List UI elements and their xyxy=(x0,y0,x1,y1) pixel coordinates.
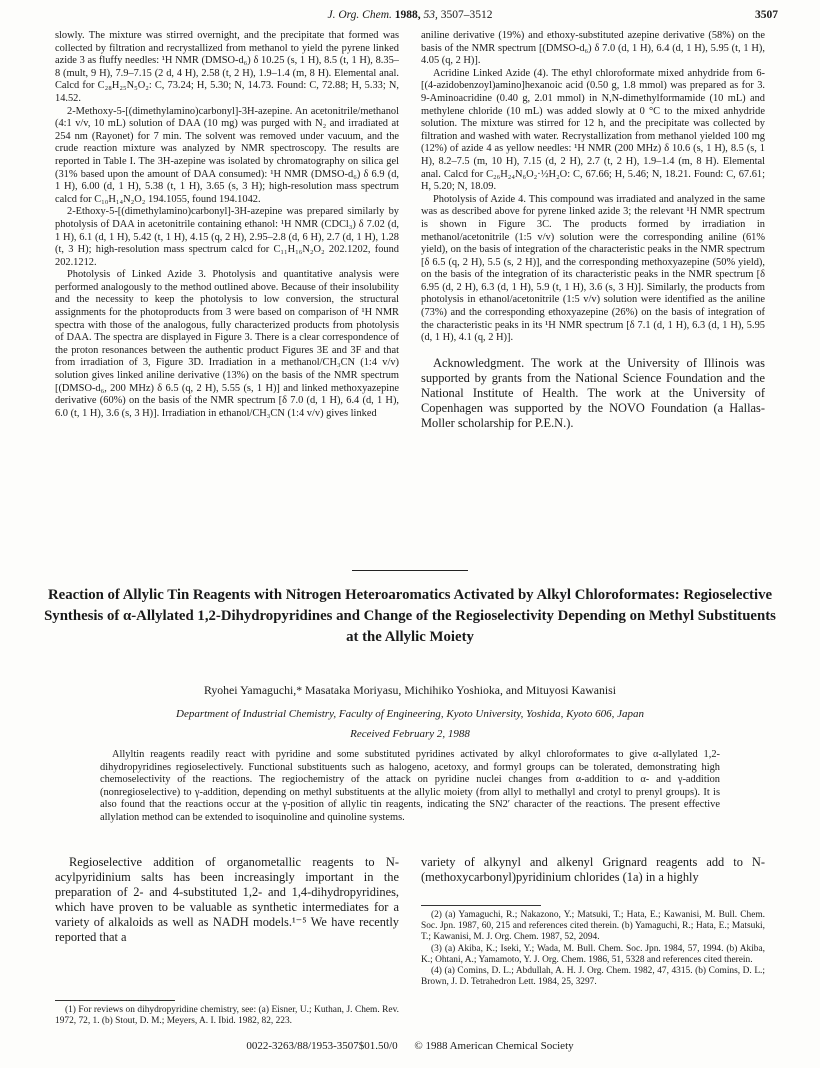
experimental-right-column xyxy=(421,30,765,526)
page-footer xyxy=(0,1040,820,1052)
paragraph: Photolysis of Linked Azide 3. Photolysis and quantitative analysis were performed analogously to the method outlined above. Because of their insolubility and the necessity to keep the photolysis to low conversion, the structural assignments for the photoproducts from 3 were based on comparison of ¹H NMR spectra with those of the analogous, fully characterized products from photolysis of DAA. The spectra are displayed in Figure 3. There is a clear correspondence of the proton resonances between the authentic product Figures 3E and 3F and that from irradiation of 3, Figure 3D. Irradiation in a methanol/CH₃CN (1:4 v/v) solution gives linked aniline derivative (13%) on the basis of the NMR spectrum [(DMSO-d₆, 200 MHz) δ 6.5 (q, 2 H), 5.55 (s, 1 H)] and linked methoxyazepine derivative (60%) on the basis of the NMR spectrum [δ 7.0 (d, 1 H), 6.4 (d, 1 H), 6.0 (t, 1 H), 3.6 (s, 3 H)]. Irradiation in ethanol/CH₃CN (1:4 v/v) gives linked xyxy=(55,269,399,419)
article-title: Reaction of Allylic Tin Reagents with Nitrogen Heteroaromatics Activated by Alkyl Chloroformates: Regioselective Synthesis of α-Allylated 1,2-Dihydropyridines and Change of the Regioselectivity Depending on Methyl Substituents at the Allylic Moiety xyxy=(44,587,776,645)
paragraph: 2-Methoxy-5-[(dimethylamino)carbonyl]-3H-azepine. An acetonitrile/methanol (4:1 v/v, 10 mL) solution of DAA (10 mg) was purged with N₂ and irradiated at 254 nm (Rayonet) for 7 min. The solvent was removed under vacuum, and the crude reaction mixture was analyzed by NMR spectroscopy. The results are reported in Table I. The 3H-azepine was isolated by chromatography on silica gel (31% based upon the amount of DAA consumed): ¹H NMR (DMSO-d₆) δ 6.9 (d, 1 H), 6.00 (d, 1 H), 5.38 (t, 1 H), 3.65 (s, 3 H); high-resolution mass spectrum calcd for C₁₀H₁₄N₂O₂ 194.1055, found 194.1042. xyxy=(55,105,399,205)
author-affiliation: Department of Industrial Chemistry, Faculty of Engineering, Kyoto University, Yoshida, Kyoto 606, Japan xyxy=(176,708,644,720)
journal-volume: 53, xyxy=(423,9,438,21)
journal-name: J. Org. Chem. xyxy=(327,9,392,21)
paragraph: Acridine Linked Azide (4). The ethyl chloroformate mixed anhydride from 6-[(4-azidobenzoyl)amino]hexanoic acid (0.50 g, 1.8 mmol) was prepared as for 3. 9-Aminoacridine (0.40 g, 2.01 mmol) in N,N-dimethylformamide (10 mL) and methylene chloride (10 mL) was added slowly at 0 °C to the mixed anhydride solution. The mixture was stirred for 12 h, and the precipitate was collected by filtration and washed with water. Recrystallization from methanol yielded 100 mg (12%) of azide 4 as yellow needles: ¹H NMR (200 MHz) δ 10.6 (s, 1 H), 8.5 (s, 1 H), 8.2–7.5 (m, 10 H), 7.15 (d, 2 H), 2.7 (t, 2 H), 1.9–1.4 (m, 8 H). Elemental anal. Calcd for C₂₆H₂₄N₆O₂·½H₂O: C, 67.66; H, 5.46; N, 18.21. Found: C, 67.61; H, 5.20; N, 18.09. xyxy=(421,67,765,193)
abstract xyxy=(100,749,720,824)
article-authors: Ryohei Yamaguchi,* Masataka Moriyasu, Michihiko Yoshioka, and Mituyosi Kawanisi xyxy=(203,683,617,697)
copyright: © 1988 American Chemical Society xyxy=(414,1040,574,1052)
acknowledgment: Acknowledgment. The work at the University of Illinois was supported by grants from the National Science Foundation and the National Institute of Health. The work at the University of Copenhagen was supported by the NOVO Foundation (a Hallas-Moller scholarship for P.E.N.). xyxy=(421,355,765,430)
experimental-left-column xyxy=(55,30,399,526)
paragraph: variety of alkynyl and alkenyl Grignard reagents add to N-(methoxycarbonyl)pyridinium chlorides (1a) in a highly xyxy=(421,855,765,884)
footnotes-right xyxy=(421,910,765,988)
paragraph: Regioselective addition of organometallic reagents to N-acylpyridinium salts has been increasingly important in the preparation of 2- and 4-substituted 1,2- and 1,4-dihydropyridines, which have proven to be valuable as synthetic intermediates for a variety of alkaloids as well as NADH models.¹⁻⁵ We have recently reported that a xyxy=(55,855,399,944)
abstract-text: Allyltin reagents readily react with pyridine and some substituted pyridines activated by alkyl chloroformates to give α-allylated 1,2-dihydropyridines regioselectively. Functional substituents such as halogeno, acetoxy, and formyl groups can be tolerated, demonstrating high chemoselectivity of the reactions. The regiochemistry of the attack on pyridine nuclei changes from α-addition to α- and γ-addition (nonregioselective) to γ-addition, depending on methyl substituents at the allylic moiety (from allyl to methallyl and crotyl to prenyl groups). It is also found that the reactions occur at the γ-position of allylic tin reagents, indicating the SN2′ character of the reactions. The present effective allylation method can be extended to isoquinoline and quinoline systems. xyxy=(100,749,720,823)
footnote: (4) (a) Comins, D. L.; Abdullah, A. H. J. Org. Chem. 1982, 47, 4315. (b) Comins, D. L.; Brown, J. D. Tetrahedron Lett. 1984, 25, 3297. xyxy=(421,966,765,988)
body-left-column xyxy=(55,855,399,945)
paragraph: Photolysis of Azide 4. This compound was irradiated and analyzed in the same was as described above for pyrene linked azide 3; the relevant ¹H NMR spectrum is shown in Figure 3C. The products formed by irradiation in methanol/acetonitrile (1:5 v/v) solution were the corresponding aniline (61% yield), on the basis of integration of the characteristic peaks in the NMR spectrum [δ 6.5 (q, 2 H), 5.5 (s, 2 H)], and the corresponding methoxyazepine (50% yield), on the basis of the integration of its characteristic peaks in the NMR spectrum [δ 6.95 (d, 2 H), 6.3 (d, 1 H), 5.9 (t, 1 H), 3.6 (s, 3 H)]. Similarly, the products from photolysis in ethanol/acetonitrile (1:5 v/v) solution were identified as the aniline (73%) and the corresponding ethoxyazepine (26%) on the basis of integration of the characteristic peaks in its ¹H NMR spectrum [δ 7.1 (d, 1 H), 6.3 (d, 1 H), 5.95 (d, 1 H), 4.1 (q, 2 H)]. xyxy=(421,193,765,344)
footnote: (2) (a) Yamaguchi, R.; Nakazono, Y.; Matsuki, T.; Hata, E.; Kawanisi, M. Bull. Chem. Soc. Jpn. 1987, 60, 215 and references cited therein. (b) Yamaguchi, R.; Hata, E.; Matsuki, T.; Kawanisi, M. J. Org. Chem. 1987, 52, 2094. xyxy=(421,910,765,943)
footnote: (1) For reviews on dihydropyridine chemistry, see: (a) Eisner, U.; Kuthan, J. Chem. Rev. 1972, 72, 1. (b) Stout, D. M.; Meyers, A. I. Ibid. 1982, 82, 223. xyxy=(55,1005,399,1027)
paragraph: aniline derivative (19%) and ethoxy-substituted azepine derivative (58%) on the basis of the NMR spectrum [(DMSO-d₆) δ 7.0 (d, 1 H), 6.4 (d, 1 H), 5.95 (t, 1 H), 4.05 (q, 2 H)]. xyxy=(421,30,765,67)
footnote: (3) (a) Akiba, K.; Iseki, Y.; Wada, M. Bull. Chem. Soc. Jpn. 1984, 57, 1994. (b) Akiba, K.; Ohtani, A.; Yamamoto, Y. J. Org. Chem. 1986, 51, 5328 and references cited therein. xyxy=(421,943,765,965)
footnote-rule-right xyxy=(421,905,541,906)
running-head xyxy=(0,6,820,26)
paragraph: slowly. The mixture was stirred overnight, and the precipitate that formed was collected by filtration and recrystallized from methanol to yield the pyrene linked azide 3 as fluffy needles: ¹H NMR (DMSO-d₆) δ 10.25 (s, 1 H), 8.5 (t, 1 H), 8.35–8 (mult, 9 H), 7.9–7.15 (2 d, 4 H), 2.58 (t, 2 H), 1.9–1.4 (m, 8 H). Elemental anal. Calcd for C₂₈H₂₅N₅O₂: C, 73.24; H, 5.30; N, 14.73. Found: C, 72.88; H, 5.33; N, 14.52. xyxy=(55,30,399,104)
journal-year: 1988, xyxy=(394,9,421,21)
article-code: 0022-3263/88/1953-3507$01.50/0 xyxy=(246,1040,398,1052)
body-right-column xyxy=(421,855,765,885)
journal-pages: 3507–3512 xyxy=(440,9,493,21)
paragraph: 2-Ethoxy-5-[(dimethylamino)carbonyl]-3H-azepine was prepared similarly by photolysis of DAA in acetonitrile containing ethanol: ¹H NMR (CDCl₃) δ 7.02 (d, 1 H), 6.1 (d, 1 H), 5.42 (t, 1 H), 4.15 (q, 2 H), 2.95–2.8 (d, 6 H), 2.7 (d, 1 H), 1.28 (t, 3 H); high-resolution mass spectrum calcd for C₁₁H₁₆N₂O₂ 202.1202, found 202.1212. xyxy=(55,206,399,268)
article-separator-rule xyxy=(352,570,468,571)
received-date: Received February 2, 1988 xyxy=(350,728,470,740)
running-head-citation xyxy=(0,9,820,21)
footnotes-left xyxy=(55,1005,399,1027)
page-number: 3507 xyxy=(755,9,778,21)
footnote-rule-left xyxy=(55,1000,175,1001)
